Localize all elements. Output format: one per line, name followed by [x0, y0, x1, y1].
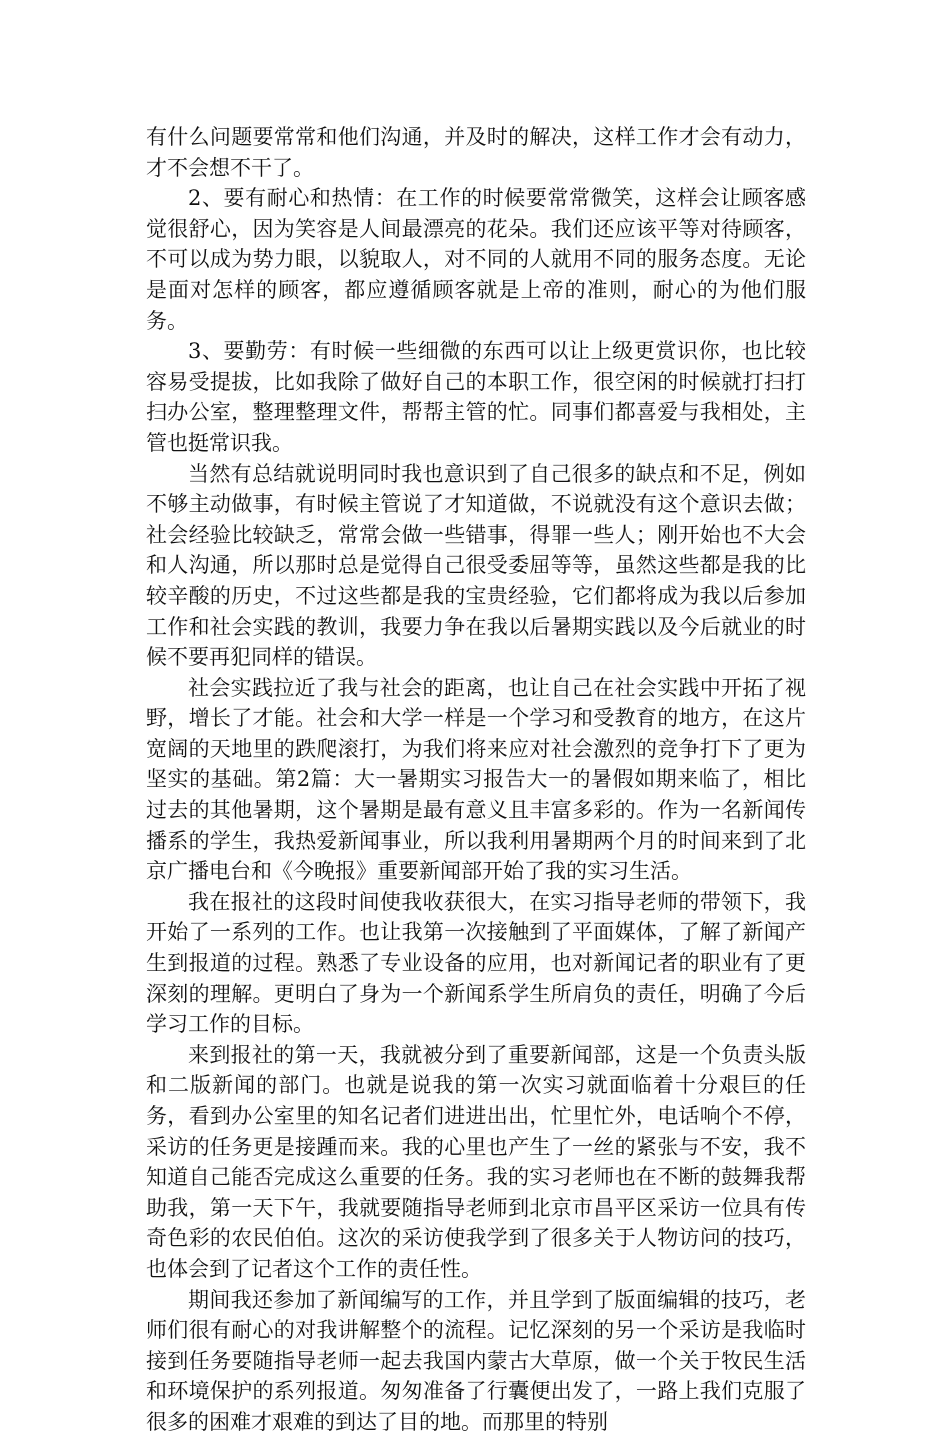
paragraph-1: 有什么问题要常常和他们沟通，并及时的解决，这样工作才会有动力，才不会想不干了。	[146, 125, 806, 180]
paragraph-2: 2、要有耐心和热情：在工作的时候要常常微笑，这样会让顾客感觉很舒心，因为笑容是人间最漂亮的花朵。我们还应该平等对待顾客，不可以成为势力眼，以貌取人，对不同的人就用不同的服务态度。无论是面对怎样的顾客，都应遵循顾客就是上帝的准则，耐心的为他们服务。	[146, 186, 806, 333]
paragraph-8: 期间我还参加了新闻编写的工作，并且学到了版面编辑的技巧，老师们很有耐心的对我讲解整个的流程。记忆深刻的另一个采访是我临时接到任务要随指导老师一起去我国内蒙古大草原，做一个关于牧民生活和环境保护的系列报道。匆匆准备了行囊便出发了，一路上我们克服了很多的困难才艰难的到达了目的地。而那里的特别	[146, 1287, 806, 1434]
paragraph-6: 我在报社的这段时间使我收获很大，在实习指导老师的带领下，我开始了一系列的工作。也让我第一次接触到了平面媒体，了解了新闻产生到报道的过程。熟悉了专业设备的应用，也对新闻记者的职业有了更深刻的理解。更明白了身为一个新闻系学生所肩负的责任，明确了今后学习工作的目标。	[146, 889, 806, 1037]
paragraph-4: 当然有总结就说明同时我也意识到了自己很多的缺点和不足，例如不够主动做事，有时候主管说了才知道做，不说就没有这个意识去做；社会经验比较缺乏，常常会做一些错事，得罪一些人；刚开始也不大会和人沟通，所以那时总是觉得自己很受委屈等等，虽然这些都是我的比较辛酸的历史，不过这些都是我的宝贵经验，它们都将成为我以后参加工作和社会实践的教训，我要力争在我以后暑期实践以及今后就业的时候不要再犯同样的错误。	[146, 461, 806, 670]
paragraph-5: 社会实践拉近了我与社会的距离，也让自己在社会实践中开拓了视野，增长了才能。社会和大学一样是一个学习和受教育的地方，在这片宽阔的天地里的跌爬滚打，为我们将来应对社会激烈的竞争打下了更为坚实的基础。第2篇：大一暑期实习报告大一的暑假如期来临了，相比过去的其他暑期，这个暑期是最有意义且丰富多彩的。作为一名新闻传播系的学生，我热爱新闻事业，所以我利用暑期两个月的时间来到了北京广播电台和《今晚报》重要新闻部开始了我的实习生活。	[146, 675, 806, 884]
document-body	[146, 122, 806, 1438]
paragraph-7: 来到报社的第一天，我就被分到了重要新闻部，这是一个负责头版和二版新闻的部门。也就是说我的第一次实习就面临着十分艰巨的任务，看到办公室里的知名记者们进进出出，忙里忙外，电话响个不停，采访的任务更是接踵而来。我的心里也产生了一丝的紧张与不安，我不知道自己能否完成这么重要的任务。我的实习老师也在不断的鼓舞我帮助我，第一天下午，我就要随指导老师到北京市昌平区采访一位具有传奇色彩的农民伯伯。这次的采访使我学到了很多关于人物访问的技巧，也体会到了记者这个工作的责任性。	[146, 1042, 806, 1281]
paragraph-3: 3、要勤劳：有时候一些细微的东西可以让上级更赏识你，也比较容易受提拔，比如我除了做好自己的本职工作，很空闲的时候就打扫打扫办公室，整理整理文件，帮帮主管的忙。同事们都喜爱与我相处，主管也挺常识我。	[146, 339, 806, 455]
